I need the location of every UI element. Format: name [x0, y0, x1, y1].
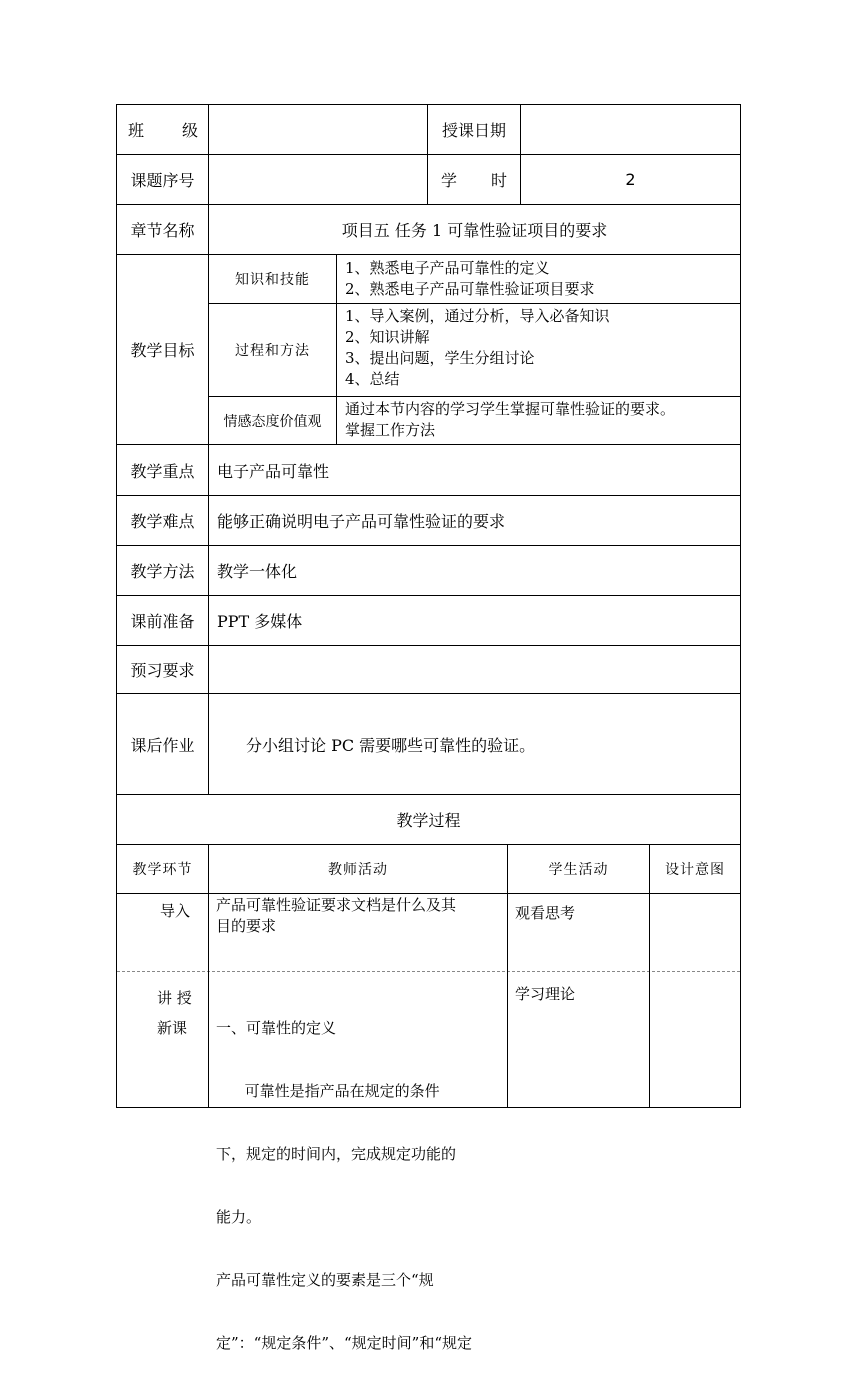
- date-value: [521, 105, 740, 154]
- teacher-line: 定”：“规定条件”、“规定时间”和“规定: [216, 1334, 473, 1352]
- process-row-stage: [150, 983, 208, 1043]
- hours-label: 学 时: [441, 171, 507, 190]
- objective-line: 2、知识讲解: [345, 328, 430, 346]
- difficulty-value: 能够正确说明电子产品可靠性验证的要求: [217, 512, 506, 531]
- key-point-value: 电子产品可靠性: [217, 461, 330, 481]
- method-label: 教学方法: [130, 562, 195, 581]
- seq-label: 课题序号: [130, 171, 195, 190]
- key-point-label: 教学重点: [130, 461, 195, 481]
- objective-content-process: [345, 306, 740, 394]
- objective-line: 1、熟悉电子产品可靠性的定义: [345, 259, 550, 277]
- class-value: [209, 105, 427, 154]
- process-row-student: 学习理论: [515, 985, 576, 1003]
- stage-line: 讲 授: [157, 989, 192, 1007]
- method-value: 教学一体化: [217, 562, 298, 581]
- preview-value: [209, 646, 740, 693]
- objective-category-knowledge: 知识和技能: [235, 272, 310, 288]
- objective-line: 2、熟悉电子产品可靠性验证项目要求: [345, 280, 595, 298]
- objective-category-attitude: 情感态度价值观: [223, 413, 322, 430]
- objective-content-attitude: [345, 399, 740, 443]
- homework-value: 分小组讨论 PC 需要哪些可靠性的验证。: [246, 736, 536, 755]
- process-row-intent: [655, 902, 735, 926]
- objectives-label: 教学目标: [130, 341, 195, 360]
- prep-label: 课前准备: [130, 612, 195, 631]
- process-row-teacher: [216, 895, 504, 967]
- prep-value: PPT 多媒体: [217, 612, 303, 631]
- objective-line: 4、总结: [345, 370, 400, 388]
- teacher-line: 一、可靠性的定义: [216, 1019, 337, 1037]
- chapter-value: 项目五 任务 1 可靠性验证项目的要求: [341, 221, 608, 240]
- objective-line: 3、提出问题，学生分组讨论: [345, 349, 535, 367]
- process-row-student: 观看思考: [515, 904, 576, 922]
- teacher-line: 能力。: [216, 1208, 262, 1226]
- process-title: 教学过程: [396, 811, 461, 830]
- class-label: 班 级: [128, 121, 198, 140]
- objective-content-knowledge: [345, 258, 740, 302]
- teacher-line: 产品可靠性验证要求文档是什么及其: [216, 896, 457, 914]
- objective-line: 通过本节内容的学习学生掌握可靠性验证的要求。: [345, 400, 676, 418]
- preview-label: 预习要求: [130, 661, 195, 680]
- difficulty-label: 教学难点: [130, 512, 195, 531]
- col-header-student: 学生活动: [548, 862, 609, 878]
- stage-line: 新课: [157, 1019, 188, 1037]
- objective-line: 掌握工作方法: [345, 421, 436, 439]
- teacher-line: 目的要求: [216, 917, 277, 935]
- date-label: 授课日期: [441, 121, 506, 140]
- col-header-stage: 教学环节: [132, 862, 193, 878]
- chapter-label: 章节名称: [130, 221, 195, 240]
- teacher-line: 可靠性是指产品在规定的条件: [216, 1082, 440, 1100]
- process-row-stage: 导入: [160, 902, 191, 920]
- col-header-intent: 设计意图: [665, 862, 725, 878]
- teacher-line: 产品可靠性定义的要素是三个“规: [216, 1271, 434, 1289]
- objective-line: 1、导入案例，通过分析，导入必备知识: [345, 307, 610, 325]
- seq-value: [209, 155, 427, 204]
- hours-value: 2: [625, 170, 636, 189]
- teacher-line: 下，规定的时间内，完成规定功能的: [216, 1145, 457, 1163]
- process-row-teacher: [216, 976, 504, 1352]
- homework-label: 课后作业: [130, 735, 195, 755]
- col-header-teacher: 教师活动: [328, 862, 388, 878]
- process-row-intent: [655, 983, 735, 1007]
- objective-category-process: 过程和方法: [235, 343, 310, 359]
